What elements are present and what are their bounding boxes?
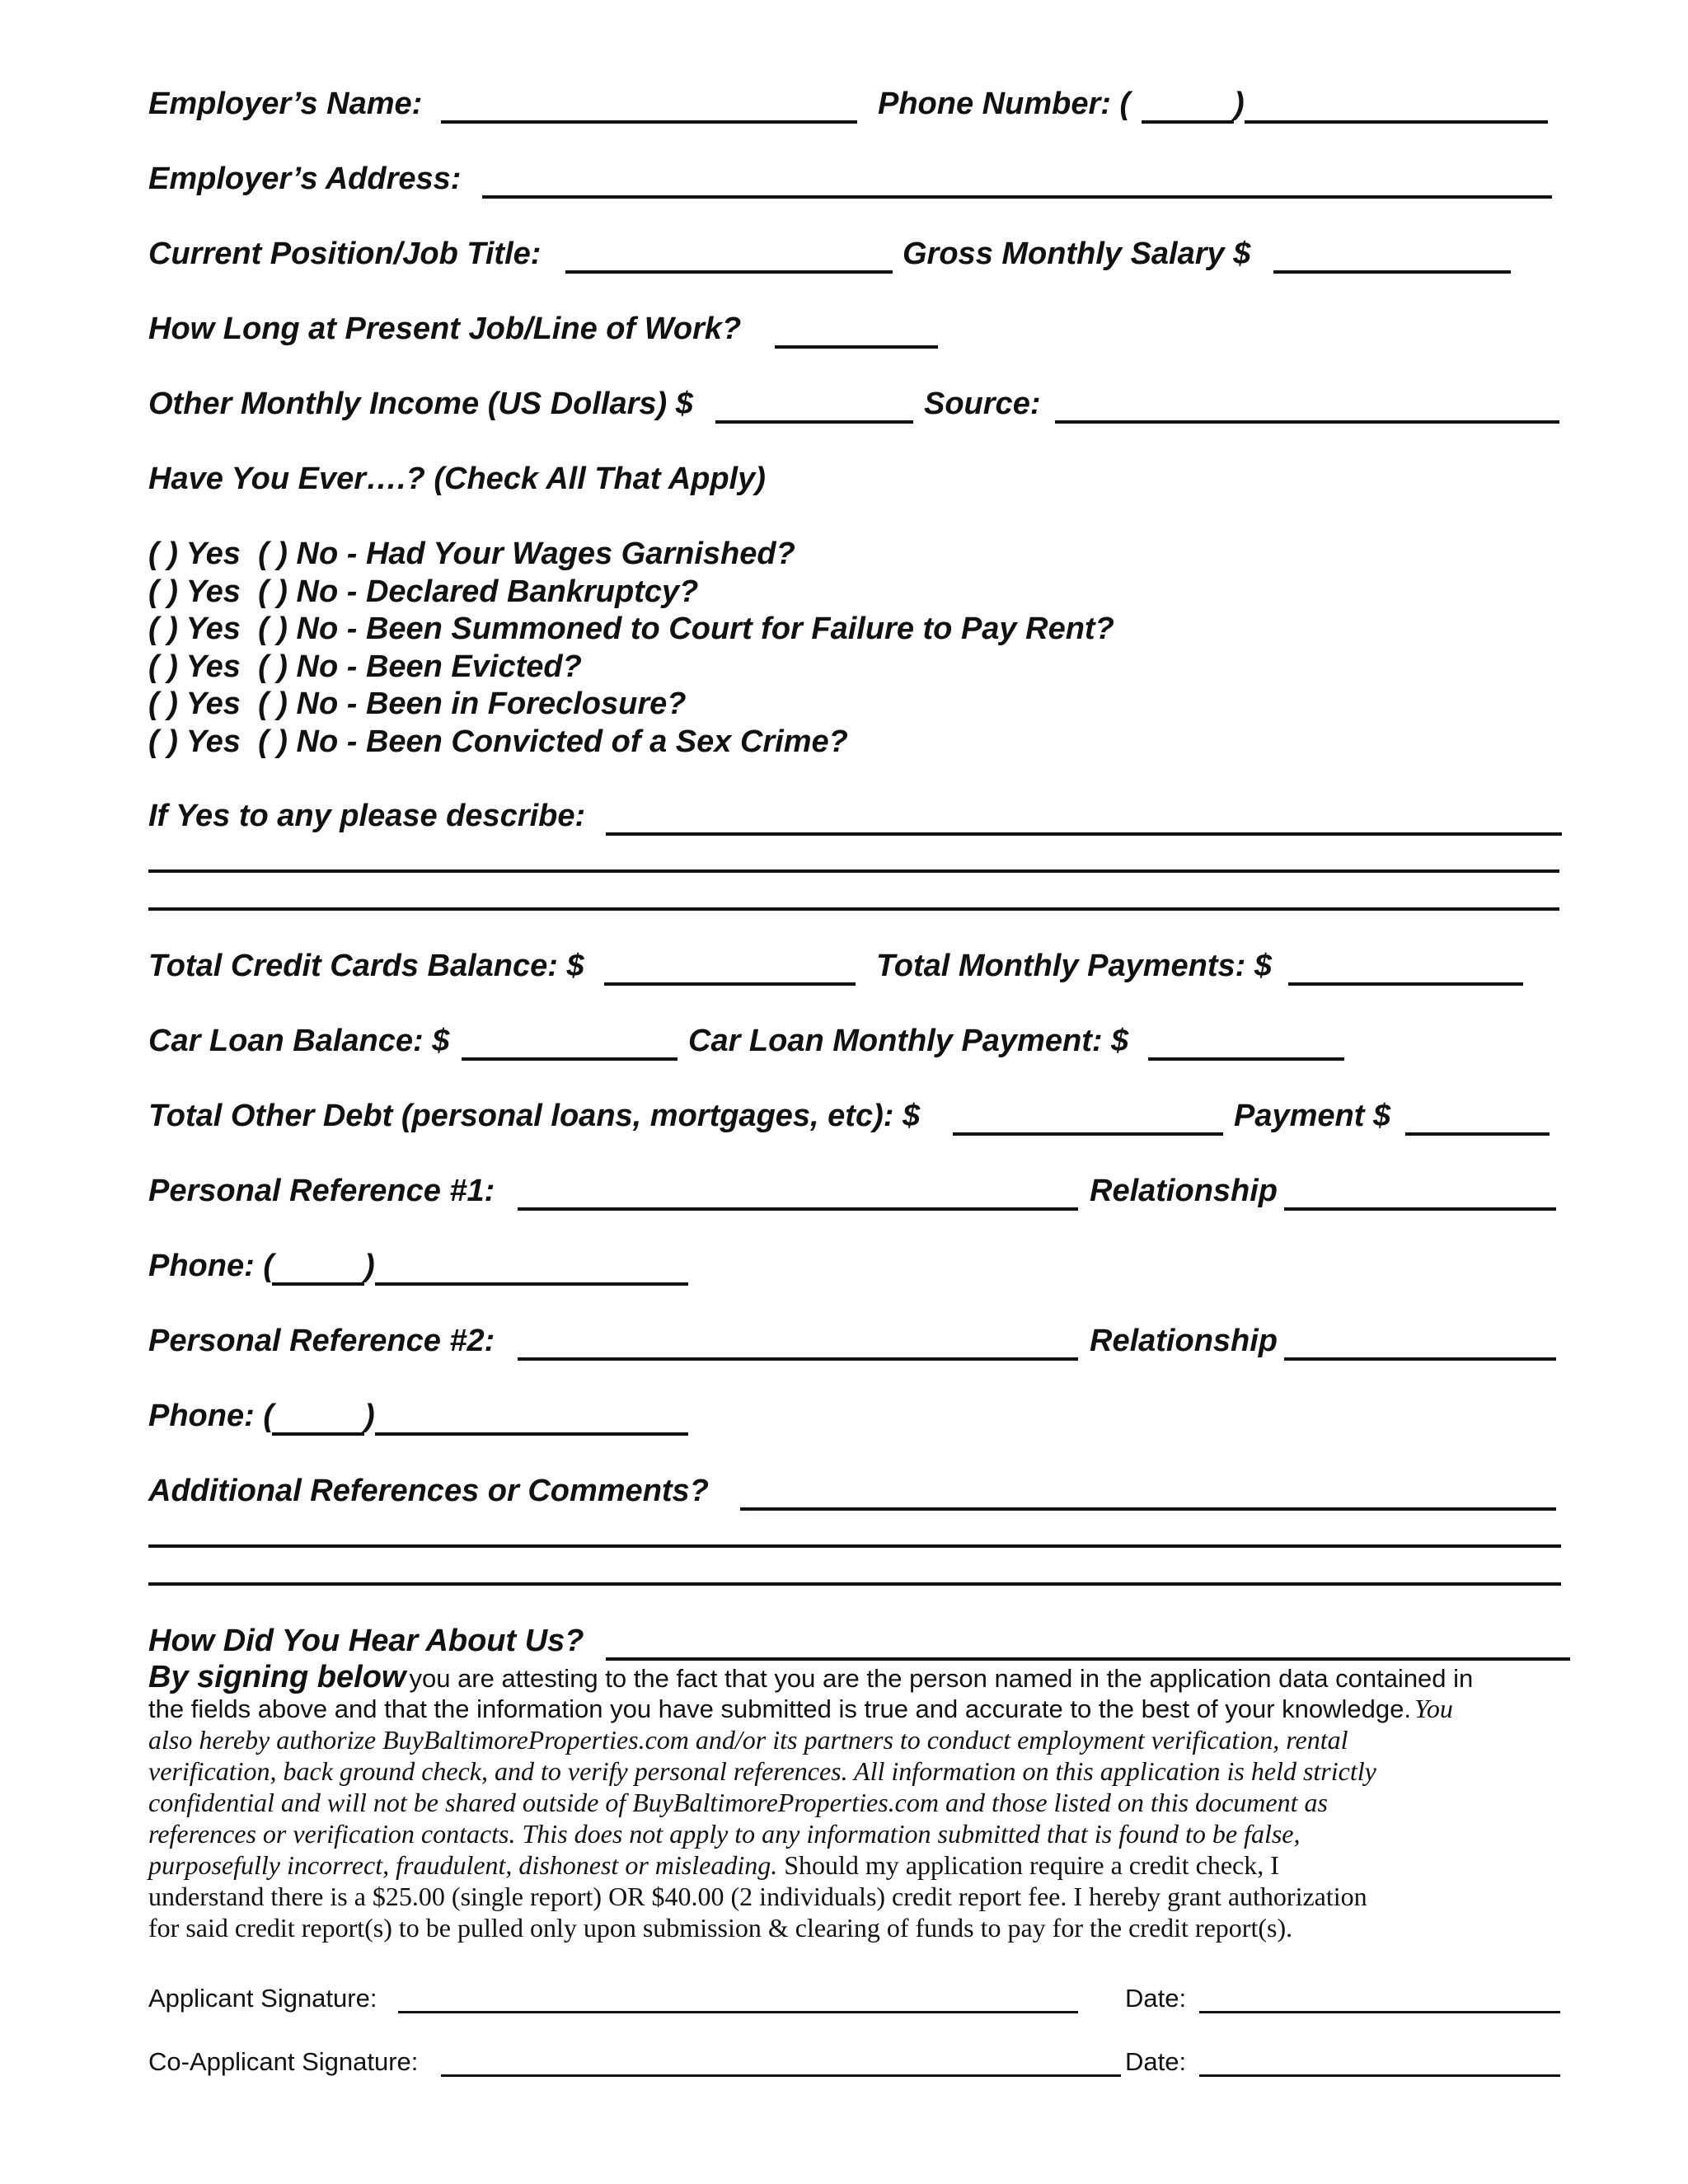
no-checkbox[interactable]: ( ) No -	[258, 574, 358, 609]
consent-line: You	[1414, 1694, 1453, 1723]
income-source-field[interactable]	[1055, 420, 1559, 424]
income-source-label: Source:	[924, 387, 1041, 421]
phone-number-label: Phone Number: (	[878, 87, 1131, 121]
have-you-ever-heading: Have You Ever….? (Check All That Apply)	[148, 462, 766, 496]
reference-1-area-code-field[interactable]	[272, 1282, 364, 1286]
other-income-label: Other Monthly Income (US Dollars) $	[148, 387, 693, 421]
how-long-label: How Long at Present Job/Line of Work?	[148, 312, 742, 346]
reference-2-paren-close: )	[364, 1399, 375, 1433]
how-did-you-hear-label: How Did You Hear About Us?	[148, 1624, 584, 1658]
job-title-field[interactable]	[565, 270, 893, 274]
checklist-question: Declared Bankruptcy?	[365, 574, 699, 609]
employer-address-field[interactable]	[482, 195, 1552, 199]
reference-2-relationship-label: Relationship	[1090, 1324, 1278, 1358]
checklist-item	[148, 534, 795, 574]
no-checkbox[interactable]: ( ) No -	[258, 649, 358, 684]
checklist-item	[148, 722, 848, 762]
reference-1-phone-label: Phone: (	[148, 1249, 274, 1283]
monthly-payments-label: Total Monthly Payments: $	[876, 949, 1272, 983]
consent-line: confidential and will not be shared outside of BuyBaltimoreProperties.com and those listed on this document as	[148, 1788, 1328, 1817]
car-loan-payment-label: Car Loan Monthly Payment: $	[688, 1024, 1129, 1058]
phone-paren-close: )	[1234, 87, 1245, 121]
yes-checkbox[interactable]: ( ) Yes	[148, 687, 241, 721]
describe-field-1[interactable]	[606, 832, 1562, 836]
describe-field-3[interactable]	[148, 907, 1559, 911]
yes-checkbox[interactable]: ( ) Yes	[148, 574, 241, 609]
employer-address-label: Employer’s Address:	[148, 162, 462, 196]
yes-checkbox[interactable]: ( ) Yes	[148, 537, 241, 571]
reference-2-phone-field[interactable]	[375, 1432, 688, 1436]
co-applicant-date-field[interactable]	[1199, 2074, 1560, 2077]
other-debt-field[interactable]	[953, 1132, 1223, 1136]
additional-references-field-2[interactable]	[148, 1544, 1561, 1548]
reference-1-label: Personal Reference #1:	[148, 1174, 495, 1208]
consent-paragraph	[148, 1661, 1570, 1943]
reference-1-field[interactable]	[518, 1207, 1078, 1211]
reference-1-relationship-label: Relationship	[1090, 1174, 1278, 1208]
checklist-item	[148, 572, 698, 612]
yes-checkbox[interactable]: ( ) Yes	[148, 649, 241, 684]
reference-1-phone-field[interactable]	[375, 1282, 688, 1286]
checklist-question: Had Your Wages Garnished?	[365, 537, 795, 571]
credit-card-balance-field[interactable]	[604, 982, 856, 986]
reference-2-relationship-field[interactable]	[1284, 1357, 1556, 1361]
checklist-item	[148, 647, 582, 687]
reference-1-paren-close: )	[364, 1249, 375, 1283]
other-debt-payment-field[interactable]	[1405, 1132, 1550, 1136]
reference-2-phone-label: Phone: (	[148, 1399, 274, 1433]
checklist-question: Been in Foreclosure?	[365, 687, 687, 721]
phone-number-field[interactable]	[1245, 120, 1548, 124]
car-loan-payment-field[interactable]	[1148, 1057, 1344, 1061]
checklist-item	[148, 684, 686, 724]
co-applicant-signature-label: Co-Applicant Signature:	[148, 2047, 419, 2076]
additional-references-field-1[interactable]	[740, 1507, 1556, 1511]
consent-line: understand there is a $25.00 (single report) OR $40.00 (2 individuals) credit report fee. I hereby grant authorization	[148, 1882, 1367, 1911]
phone-area-code-field[interactable]	[1142, 120, 1234, 124]
credit-card-balance-label: Total Credit Cards Balance: $	[148, 949, 584, 983]
applicant-date-field[interactable]	[1199, 2011, 1560, 2013]
monthly-payments-field[interactable]	[1288, 982, 1523, 986]
gross-salary-label: Gross Monthly Salary $	[903, 237, 1251, 271]
reference-2-label: Personal Reference #2:	[148, 1324, 495, 1358]
checklist-question: Been Evicted?	[365, 649, 582, 684]
consent-line: the fields above and that the information you have submitted is true and accurate to the best of your knowledge.	[148, 1694, 1412, 1723]
reference-1-relationship-field[interactable]	[1284, 1207, 1556, 1211]
other-income-field[interactable]	[715, 420, 913, 424]
yes-checkbox[interactable]: ( ) Yes	[148, 612, 241, 646]
consent-lead: By signing below	[148, 1660, 406, 1694]
yes-checkbox[interactable]: ( ) Yes	[148, 724, 241, 759]
consent-line: references or verification contacts. This does not apply to any information submitted that is found to be false,	[148, 1819, 1301, 1849]
applicant-signature-label: Applicant Signature:	[148, 1984, 377, 2013]
consent-line: Should my application require a credit check, I	[784, 1850, 1279, 1880]
consent-line: also hereby authorize BuyBaltimoreProperties.com and/or its partners to conduct employment verification, rental	[148, 1725, 1348, 1755]
reference-2-field[interactable]	[518, 1357, 1078, 1361]
co-applicant-signature-field[interactable]	[441, 2074, 1121, 2077]
gross-salary-field[interactable]	[1273, 270, 1511, 274]
employer-name-label: Employer’s Name:	[148, 87, 423, 121]
additional-references-label: Additional References or Comments?	[148, 1474, 709, 1508]
no-checkbox[interactable]: ( ) No -	[258, 537, 358, 571]
no-checkbox[interactable]: ( ) No -	[258, 612, 358, 646]
checklist-question: Been Convicted of a Sex Crime?	[365, 724, 848, 759]
no-checkbox[interactable]: ( ) No -	[258, 724, 358, 759]
how-long-field[interactable]	[775, 345, 938, 349]
reference-2-area-code-field[interactable]	[272, 1432, 364, 1436]
car-loan-balance-label: Car Loan Balance: $	[148, 1024, 450, 1058]
car-loan-balance-field[interactable]	[462, 1057, 678, 1061]
consent-line: verification, back ground check, and to verify personal references. All information on this application is held strictly	[148, 1756, 1376, 1786]
employer-name-field[interactable]	[441, 120, 857, 124]
other-debt-label: Total Other Debt (personal loans, mortgages, etc): $	[148, 1099, 921, 1133]
describe-label: If Yes to any please describe:	[148, 799, 586, 833]
applicant-signature-field[interactable]	[398, 2011, 1078, 2013]
consent-line: for said credit report(s) to be pulled only upon submission & clearing of funds to pay for the credit report(s).	[148, 1913, 1293, 1943]
additional-references-field-3[interactable]	[148, 1582, 1561, 1586]
other-debt-payment-label: Payment $	[1234, 1099, 1391, 1133]
describe-field-2[interactable]	[148, 869, 1559, 873]
job-title-label: Current Position/Job Title:	[148, 237, 542, 271]
checklist-question: Been Summoned to Court for Failure to Pay Rent?	[365, 612, 1114, 646]
applicant-date-label: Date:	[1125, 1984, 1187, 2013]
consent-line: purposefully incorrect, fraudulent, dishonest or misleading.	[148, 1850, 778, 1880]
co-applicant-date-label: Date:	[1125, 2047, 1187, 2076]
consent-line: you are attesting to the fact that you are the person named in the application data contained in	[409, 1664, 1474, 1693]
checklist-item	[148, 609, 1114, 649]
no-checkbox[interactable]: ( ) No -	[258, 687, 358, 721]
how-did-you-hear-field[interactable]	[606, 1657, 1570, 1661]
